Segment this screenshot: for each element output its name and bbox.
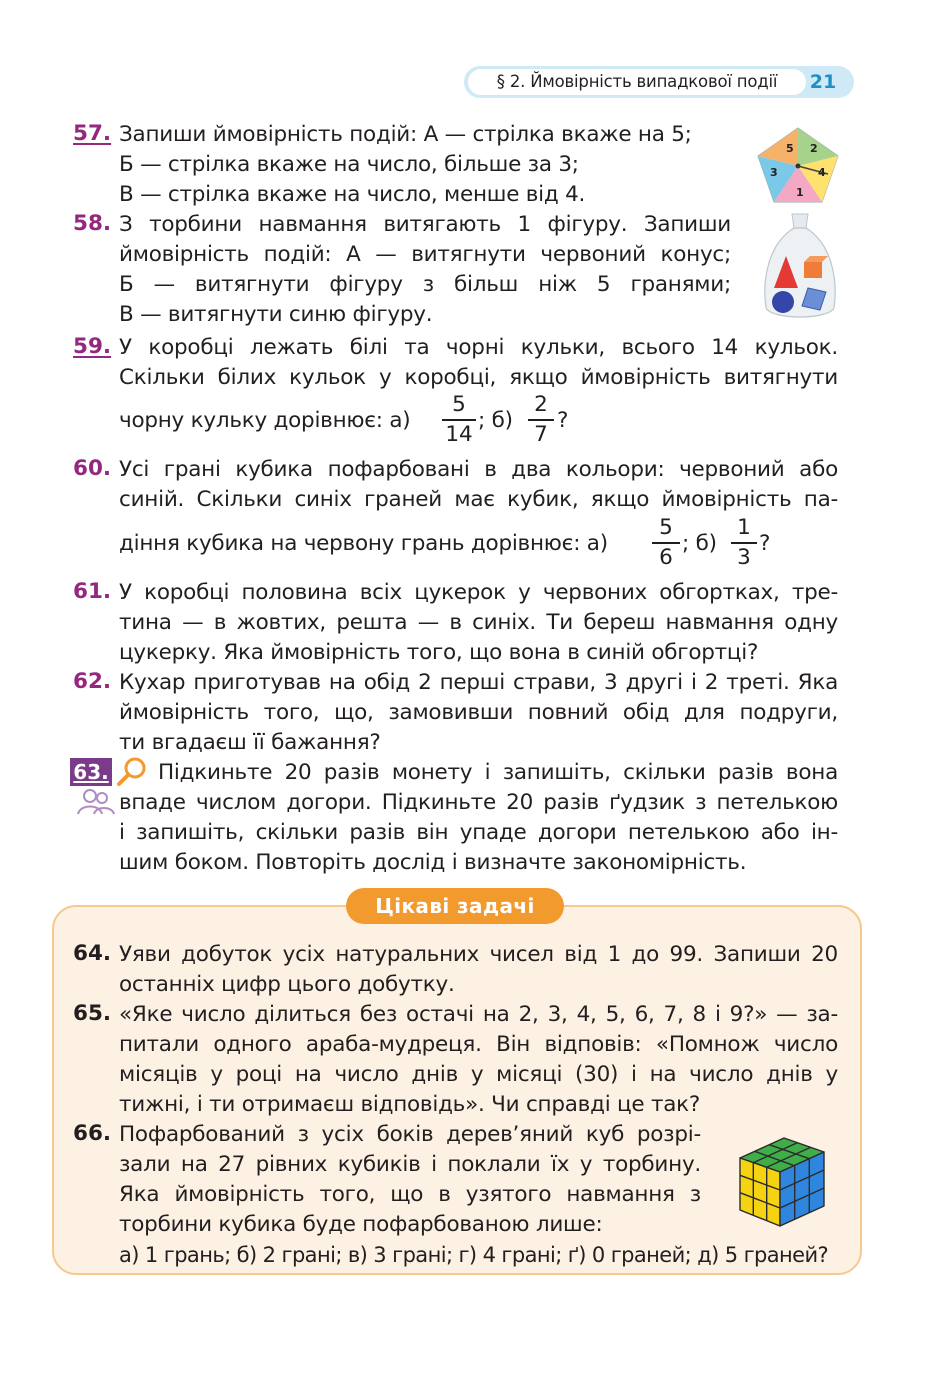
task-number: 59. <box>73 334 112 359</box>
task-line: В — стрілка вкаже на число, менше від 4. <box>119 182 586 207</box>
numerator: 5 <box>452 392 466 417</box>
task-line: цукерку. Яка ймовірність того, що вона в синій обгортці? <box>119 640 759 665</box>
numerator: 1 <box>737 515 751 540</box>
task-line: впаде числом догори. Підкиньте 20 разів ґудзик з петелькою <box>119 790 838 815</box>
separator: ; б) <box>682 531 717 556</box>
task-line: Б — стрілка вкаже на число, більше за 3; <box>119 152 579 177</box>
task-line: Усі грані кубика пофарбовані в два кольори: червоний або <box>119 457 838 482</box>
rubik-cube-icon <box>736 1130 828 1230</box>
task-line: Скільки білих кульок у коробці, якщо ймовірність витягнути <box>119 365 838 390</box>
task-line: Підкиньте 20 разів монету і запишіть, скільки разів вона <box>158 760 838 785</box>
task-number: 58. <box>73 211 112 236</box>
task-number: 60. <box>73 456 112 481</box>
task-line: зали на 27 рівних кубиків і поклали їх у торбину. <box>119 1152 701 1177</box>
question-mark: ? <box>759 531 771 556</box>
spinner-pentagon-icon <box>756 126 840 204</box>
task-line: місяців у році на число днів у місяці (30) і на число днів у <box>119 1062 838 1087</box>
spinner-label: 3 <box>770 166 778 179</box>
separator: ; б) <box>478 408 513 433</box>
task-line: шим боком. Повторіть дослід і визначте закономірність. <box>119 850 747 875</box>
task-line: торбини кубика буде пофарбованою лише: <box>119 1212 603 1237</box>
task-line: а) 1 грань; б) 2 грані; в) 3 грані; г) 4 грані; ґ) 0 граней; д) 5 граней? <box>119 1243 829 1267</box>
task-line: Пофарбований з усіх боків дерев’яний куб розрі- <box>119 1122 701 1147</box>
task-line: Запиши ймовірність подій: А — стрілка вкаже на 5; <box>119 122 692 147</box>
students-icon <box>74 788 118 816</box>
task-number: 65. <box>73 1001 112 1026</box>
fraction-a <box>652 515 680 571</box>
task-line: Яка ймовірність того, що в узятого навмання з <box>119 1182 701 1207</box>
task-line: тижні, і ти отримаєш відповідь». Чи справді це так? <box>119 1092 701 1117</box>
task-number: 57. <box>73 121 112 146</box>
task-line: чорну кульку дорівнює: а) <box>119 408 411 433</box>
denominator: 3 <box>737 544 751 570</box>
task-line: Б — витягнути фігуру з більш ніж 5 гранями; <box>119 272 731 297</box>
denominator: 14 <box>445 421 473 447</box>
denominator: 6 <box>659 544 673 570</box>
task-line: Кухар приготував на обід 2 перші страви, 3 другі і 2 треті. Яка <box>119 670 838 695</box>
task-line: З торбини навмання витягають 1 фігуру. Запиши <box>119 212 731 237</box>
task-number: 66. <box>73 1121 112 1146</box>
numerator: 2 <box>534 392 548 417</box>
task-line: «Яке число ділиться без остачі на 2, 3, 4, 5, 6, 7, 8 і 9?» — за- <box>119 1002 838 1027</box>
task-number: 62. <box>73 669 112 694</box>
fraction-b <box>731 515 757 571</box>
spinner-label: 5 <box>786 142 794 155</box>
section-title: § 2. Ймовірність випадкової події <box>468 69 806 95</box>
task-line: ти вгадаєш її бажання? <box>119 730 381 755</box>
task-line: тина — в жовтих, решта — в синіх. Ти береш навмання одну <box>119 610 838 635</box>
task-line: У коробці половина всіх цукерок у червоних обгортках, тре- <box>119 580 838 605</box>
page-number: 21 <box>809 71 837 93</box>
running-header <box>464 66 854 98</box>
denominator: 7 <box>534 421 548 447</box>
magnifier-icon <box>116 756 150 786</box>
bag-with-figures-icon <box>758 210 842 322</box>
task-line: синій. Скільки синіх граней має кубик, якщо ймовірність па- <box>119 487 838 512</box>
task-line: діння кубика на червону грань дорівнює: а) <box>119 531 608 556</box>
task-line: В — витягнути синю фігуру. <box>119 302 433 327</box>
question-mark: ? <box>557 408 569 433</box>
task-line: Уяви добуток усіх натуральних чисел від 1 до 99. Запиши 20 <box>119 942 838 967</box>
fraction-a <box>442 392 476 448</box>
task-number: 64. <box>73 941 112 966</box>
task-number: 61. <box>73 579 112 604</box>
task-line: ймовірність подій: А — витягнути червоний конус; <box>119 242 731 267</box>
task-line: останніх цифр цього добутку. <box>119 972 455 997</box>
task-line: і запишіть, скільки разів він упаде догори петелькою або ін- <box>119 820 838 845</box>
task-number-badge: 63. <box>70 758 112 786</box>
fraction-b <box>528 392 554 448</box>
task-line: питали одного араба-мудреця. Він відповів: «Помнож число <box>119 1032 838 1057</box>
task-line: ймовірність того, що, замовивши повний обід для подруги, <box>119 700 838 725</box>
interesting-tasks-title: Цікаві задачі <box>346 888 564 924</box>
spinner-label: 4 <box>818 166 826 179</box>
spinner-label: 1 <box>796 186 804 199</box>
spinner-label: 2 <box>810 142 818 155</box>
numerator: 5 <box>659 515 673 540</box>
task-line: У коробці лежать білі та чорні кульки, всього 14 кульок. <box>119 335 838 360</box>
